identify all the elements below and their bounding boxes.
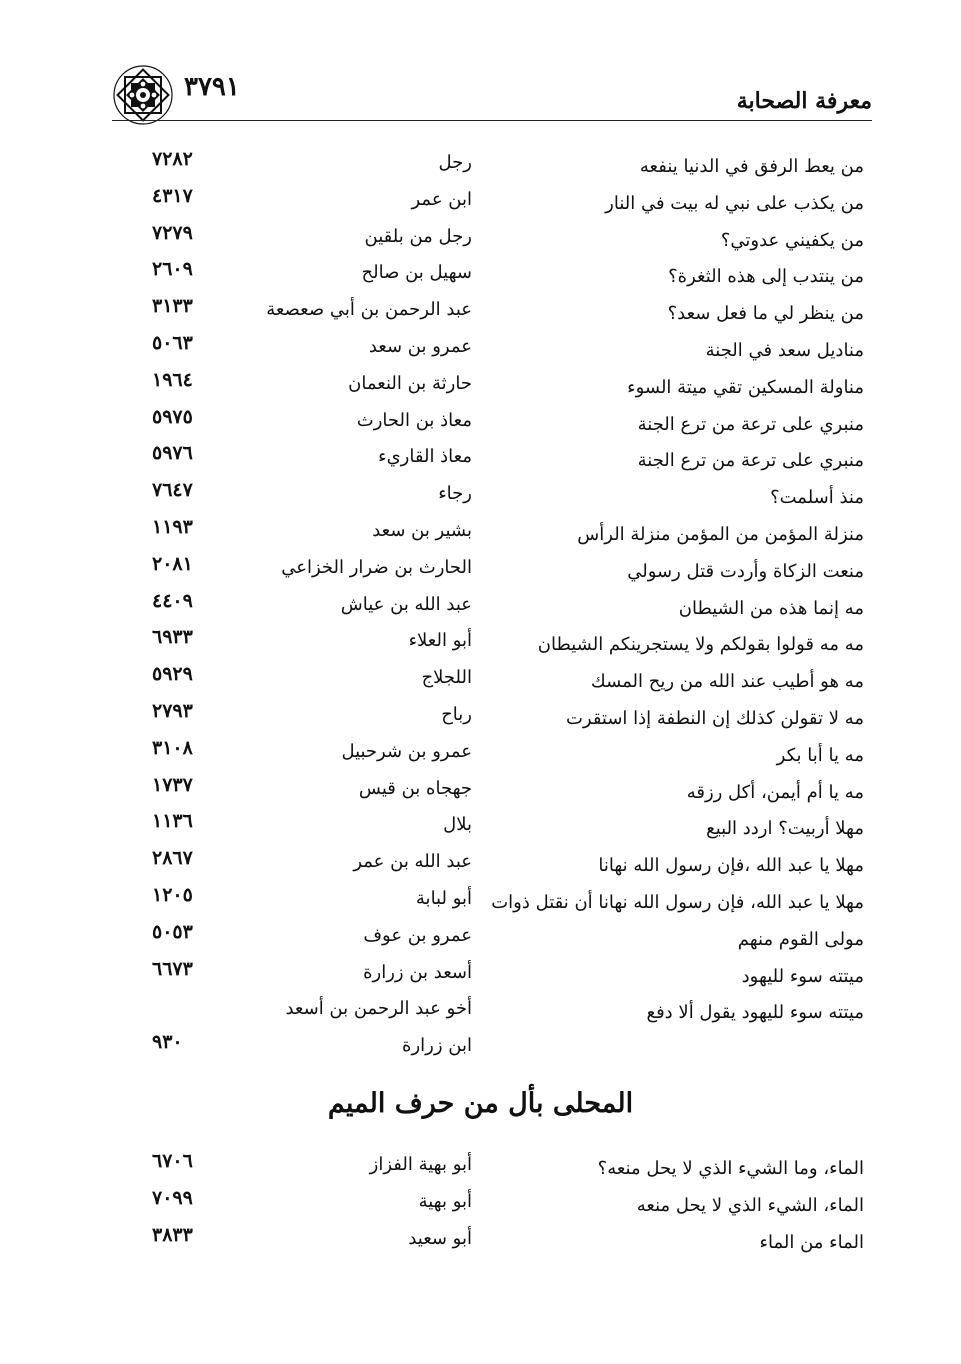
entry-row — [140, 774, 864, 811]
entry-phrase: الماء، الشيء الذي لا يحل منعه — [636, 1195, 864, 1216]
entry-row — [140, 590, 864, 627]
entry-phrase: مه إنما هذه من الشيطان — [678, 597, 864, 619]
page-header — [112, 60, 872, 120]
entry-row — [140, 479, 864, 516]
entry-row — [140, 406, 864, 443]
entry-row — [140, 1187, 864, 1224]
entry-narrator: رجاء — [438, 483, 472, 505]
entry-narrator: الحارث بن ضرار الخزاعي — [281, 556, 472, 578]
entry-number: ٢٨٦٧ — [152, 847, 193, 870]
entry-number: ٥٩٧٥ — [152, 405, 193, 428]
entry-number: ٦٩٣٣ — [152, 626, 193, 649]
entry-row — [140, 810, 864, 847]
entry-row — [140, 884, 864, 921]
entry-phrase: منبري على ترعة من ترع الجنة — [637, 413, 864, 435]
entry-row — [140, 369, 864, 406]
entry-phrase: مهلا أربيت؟ اردد البيع — [706, 818, 864, 840]
entry-row — [140, 258, 864, 295]
entry-row — [140, 553, 864, 590]
entry-phrase: مه لا تقولن كذلك إن النطفة إذا استقرت — [565, 707, 864, 729]
entries-list — [140, 148, 864, 1068]
entry-number: ٧٢٧٩ — [152, 221, 193, 244]
entry-phrase: ميتته سوء لليهود يقول ألا دفع — [646, 1002, 864, 1024]
entry-row — [140, 1224, 864, 1261]
entry-phrase: منبري على ترعة من ترع الجنة — [637, 450, 864, 472]
entry-narrator: بلال — [443, 814, 472, 836]
entry-phrase: مناديل سعد في الجنة — [705, 339, 864, 361]
entry-narrator: أبو سعيد — [408, 1228, 472, 1249]
entry-number: ٣١٣٣ — [152, 295, 193, 318]
entry-number: ٥٠٦٣ — [152, 331, 193, 354]
octagram-ornament-icon — [112, 64, 174, 126]
entry-phrase: مه يا أم أيمن، أكل رزقه — [686, 781, 864, 803]
entry-narrator: عمرو بن عوف — [363, 924, 472, 946]
entry-phrase: مناولة المسكين تقي ميتة السوء — [627, 376, 864, 398]
entry-phrase: من ينظر لي ما فعل سعد؟ — [667, 303, 864, 325]
entry-phrase: الماء، وما الشيء الذي لا يحل منعه؟ — [597, 1158, 864, 1179]
entry-narrator: سهيل بن صالح — [361, 262, 472, 284]
entry-number: ٥٠٥٣ — [152, 920, 193, 943]
entry-narrator: حارثة بن النعمان — [348, 372, 472, 394]
entry-row — [140, 958, 864, 995]
entry-number: ٥٩٧٦ — [152, 442, 193, 465]
entry-narrator: عبد الله بن عمر — [353, 851, 472, 873]
entry-narrator: أبو لبابة — [415, 887, 472, 909]
entry-phrase: من يكذب على نبي له بيت في النار — [605, 192, 864, 214]
header-rule — [112, 120, 872, 121]
entry-narrator: بشير بن سعد — [372, 519, 472, 541]
entry-row — [140, 847, 864, 884]
entry-narrator: رجل من بلقين — [364, 225, 472, 247]
page-number: ٣٧٩١ — [184, 72, 240, 102]
entry-row — [140, 737, 864, 774]
entry-narrator: ابن عمر — [411, 188, 472, 210]
entry-phrase: منذ أسلمت؟ — [770, 487, 864, 509]
section-title: المحلى بأل من حرف الميم — [327, 1088, 634, 1119]
entry-row — [140, 626, 864, 663]
entry-row — [140, 222, 864, 259]
running-title: معرفة الصحابة — [736, 88, 872, 114]
entry-number: ١١٣٦ — [152, 810, 193, 833]
section-entries-list — [140, 1150, 864, 1261]
entry-number: ٤٤٠٩ — [152, 589, 193, 612]
entry-number: ٣١٠٨ — [152, 736, 193, 759]
entry-row — [140, 921, 864, 958]
entry-number: ٧٢٨٢ — [152, 148, 193, 170]
entry-phrase: من ينتدب إلى هذه الثغرة؟ — [668, 266, 864, 288]
entry-number: ٧٠٩٩ — [152, 1187, 193, 1209]
entry-phrase: مه هو أطيب عند الله من ريح المسك — [590, 671, 864, 693]
entry-phrase: من يعط الرفق في الدنيا ينفعه — [639, 156, 864, 177]
entry-number: ٣٨٣٣ — [152, 1224, 193, 1246]
entry-narrator: معاذ القاريء — [378, 446, 472, 468]
entry-number: ١٩٦٤ — [152, 368, 193, 391]
entry-narrator: ابن زرارة — [402, 1035, 472, 1057]
entry-row — [140, 1031, 864, 1068]
entry-narrator: معاذ بن الحارث — [356, 409, 472, 431]
entry-narrator: عبد الرحمن بن أبي صعصعة — [266, 299, 472, 321]
entry-row — [140, 332, 864, 369]
entry-row — [140, 295, 864, 332]
entry-number: ٢٠٨١ — [152, 552, 193, 575]
entry-narrator: أبو بهية الفزاز — [369, 1154, 472, 1175]
entry-phrase: ميتته سوء لليهود — [741, 965, 864, 987]
entry-number: ٢٦٠٩ — [152, 258, 193, 281]
entry-narrator: عمرو بن سعد — [368, 335, 472, 357]
entry-number: ٥٩٢٩ — [152, 663, 193, 686]
entry-row — [140, 442, 864, 479]
entry-number: ١٧٣٧ — [152, 773, 193, 796]
entry-number: ٦٦٧٣ — [152, 957, 193, 980]
entry-narrator: أسعد بن زرارة — [363, 961, 472, 983]
entry-row — [140, 994, 864, 1031]
entry-narrator: رباح — [441, 703, 472, 725]
entry-phrase: الماء من الماء — [759, 1232, 864, 1253]
entry-number: ٢٧٩٣ — [152, 699, 193, 722]
entry-phrase: مهلا يا عبد الله ،فإن رسول الله نهانا — [598, 855, 864, 877]
entry-phrase: منزلة المؤمن من المؤمن منزلة الرأس — [577, 523, 864, 545]
entry-phrase: مه يا أبا بكر — [776, 744, 864, 766]
entry-phrase: من يكفيني عدوتي؟ — [720, 229, 864, 251]
entry-narrator: أبو بهية — [418, 1191, 472, 1212]
entry-number: ١٢٠٥ — [152, 883, 193, 906]
entry-number: ٩٣٠ — [152, 1031, 183, 1054]
entry-narrator: عمرو بن شرحبيل — [341, 740, 472, 762]
entry-narrator: جهجاه بن قيس — [358, 777, 472, 799]
entry-narrator: أبو العلاء — [408, 630, 472, 652]
entry-narrator: اللجلاج — [421, 667, 472, 689]
entry-number: ١١٩٣ — [152, 515, 193, 538]
entry-phrase: مهلا يا عبد الله، فإن رسول الله نهانا أن نقتل ذوات — [491, 891, 864, 913]
entry-row — [140, 148, 864, 185]
entry-row — [140, 700, 864, 737]
entry-number: ٦٧٠٦ — [152, 1150, 193, 1172]
entry-narrator: عبد الله بن عياش — [340, 593, 472, 615]
entry-phrase: منعت الزكاة وأردت قتل رسولي — [627, 560, 864, 582]
entry-row — [140, 185, 864, 222]
entry-row — [140, 1150, 864, 1187]
entry-phrase: مه مه قولوا بقولكم ولا يستجرينكم الشيطان — [537, 634, 864, 656]
entry-phrase: مولى القوم منهم — [737, 928, 864, 950]
entry-narrator: رجل — [438, 152, 472, 173]
entry-narrator: أخو عبد الرحمن بن أسعد — [285, 998, 472, 1020]
entry-number: ٧٦٤٧ — [152, 479, 193, 502]
entry-row — [140, 516, 864, 553]
entry-row — [140, 663, 864, 700]
entry-number: ٤٣١٧ — [152, 184, 193, 207]
